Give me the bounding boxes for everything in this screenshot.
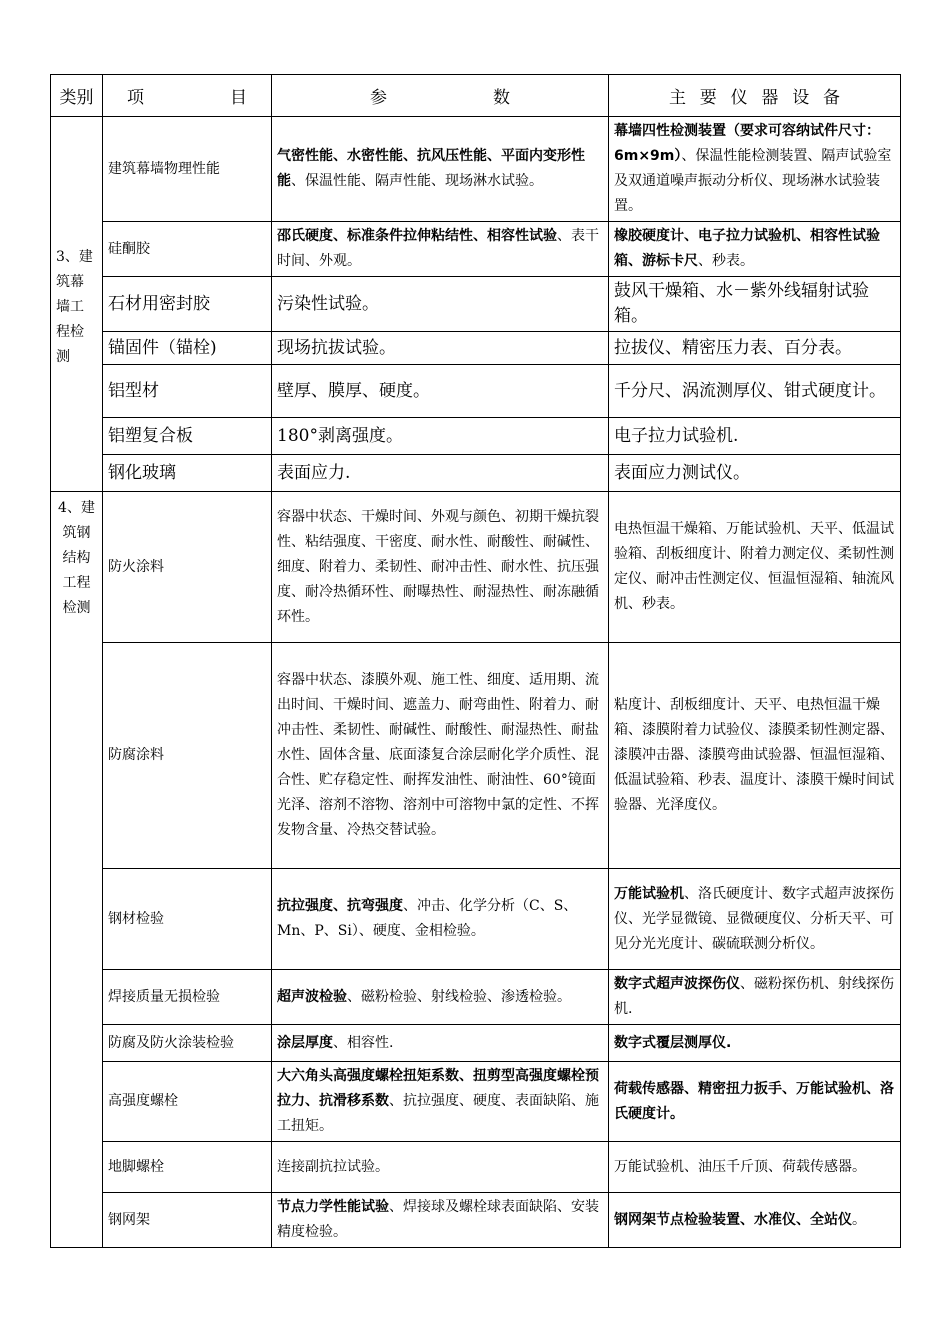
table-row [51, 277, 901, 332]
equipment-bold: 数字式超声波探伤仪 [614, 976, 740, 992]
param-cell [272, 869, 609, 970]
param-cell: 壁厚、膜厚、硬度。 [272, 365, 609, 418]
table-row [51, 332, 901, 365]
header-param: 参 数 [272, 75, 609, 117]
item-cell: 防腐及防火涂装检验 [103, 1025, 272, 1062]
param-text: 、保温性能、隔声性能、现场淋水试验。 [291, 173, 543, 189]
param-cell: 容器中状态、漆膜外观、施工性、细度、适用期、流出时间、干燥时间、遮盖力、耐弯曲性、附着力、耐冲击性、柔韧性、耐碱性、耐酸性、耐湿热性、耐盐水性、固体含量、底面漆复合涂层耐化学介质性、混合性、贮存稳定性、耐挥发油性、耐油性、60°镜面光泽、溶剂不溶物、溶剂中可溶物中氯的定性、不挥发物含量、冷热交替试验。 [272, 643, 609, 869]
item-cell: 铝塑复合板 [103, 418, 272, 455]
param-text: 、表干时间、外观。 [277, 228, 599, 269]
equipment-cell: 万能试验机、油压千斤顶、荷载传感器。 [609, 1142, 901, 1193]
table-row [51, 455, 901, 492]
param-bold: 超声波检验 [277, 988, 347, 1005]
table-row [51, 970, 901, 1025]
param-text: 、磁粉检验、射线检验、渗透检验。 [347, 988, 571, 1005]
item-cell: 铝型材 [103, 365, 272, 418]
param-bold: 抗拉强度、抗弯强度 [277, 898, 403, 914]
category-cell: 4、建筑钢结构工程检测 [51, 492, 103, 1248]
header-item: 项 目 [103, 75, 272, 117]
param-bold: 气密性能、水密性能、抗风压性能、平面内变形性能 [277, 148, 585, 189]
param-cell [272, 117, 609, 222]
equipment-cell: 粘度计、刮板细度计、天平、电热恒温干燥箱、漆膜附着力试验仪、漆膜柔韧性测定器、漆膜冲击器、漆膜弯曲试验器、恒温恒湿箱、低温试验箱、秒表、温度计、漆膜干燥时间试验器、光泽度仪。 [609, 643, 901, 869]
item-cell: 锚固件（锚栓) [103, 332, 272, 365]
param-bold: 大六角头高强度螺栓扭矩系数、扭剪型高强度螺栓预拉力、抗滑移系数 [277, 1068, 599, 1109]
item-cell: 高强度螺栓 [103, 1062, 272, 1142]
table-row [51, 1062, 901, 1142]
equipment-cell [609, 869, 901, 970]
param-cell: 表面应力. [272, 455, 609, 492]
equipment-text: 、洛氏硬度计、数字式超声波探伤仪、光学显微镜、显微硬度仪、分析天平、可见分光光度计、碳硫联测分析仪。 [614, 885, 894, 952]
table-header-row [51, 75, 901, 117]
item-cell: 焊接质量无损检验 [103, 970, 272, 1025]
param-cell: 污染性试验。 [272, 277, 609, 332]
header-category: 类别 [51, 75, 103, 117]
equipment-cell: 千分尺、涡流测厚仪、钳式硬度计。 [609, 365, 901, 418]
param-text: 、相容性. [333, 1034, 394, 1051]
equipment-bold: 橡胶硬度计、电子拉力试验机、相容性试验箱、游标卡尺 [614, 228, 880, 269]
param-cell: 现场抗拔试验。 [272, 332, 609, 365]
item-cell: 建筑幕墙物理性能 [103, 117, 272, 222]
table-row [51, 117, 901, 222]
equipment-cell: 拉拔仪、精密压力表、百分表。 [609, 332, 901, 365]
equipment-bold: 钢网架节点检验装置、水准仪、全站仪 [614, 1211, 852, 1228]
equipment-text: 。 [852, 1211, 866, 1228]
equipment-cell [609, 970, 901, 1025]
equipment-bold: 荷载传感器、精密扭力扳手、万能试验机、洛氏硬度计。 [614, 1080, 894, 1122]
equipment-cell: 表面应力测试仪。 [609, 455, 901, 492]
table-row [51, 1025, 901, 1062]
equipment-cell [609, 1025, 901, 1062]
category-cell: 3、建筑幕墙工程检测 [51, 117, 103, 492]
item-cell: 防火涂料 [103, 492, 272, 643]
param-bold: 节点力学性能试验 [277, 1199, 389, 1215]
equipment-cell [609, 117, 901, 222]
item-cell: 钢化玻璃 [103, 455, 272, 492]
item-cell: 钢材检验 [103, 869, 272, 970]
param-text: 、抗拉强度、硬度、表面缺陷、施工扭矩。 [277, 1093, 599, 1134]
header-equipment: 主 要 仪 器 设 备 [609, 75, 901, 117]
param-cell: 180°剥离强度。 [272, 418, 609, 455]
item-cell: 防腐涂料 [103, 643, 272, 869]
table-row [51, 222, 901, 277]
equipment-cell [609, 1193, 901, 1248]
table-row [51, 492, 901, 643]
equipment-cell [609, 222, 901, 277]
table-row [51, 643, 901, 869]
inspection-table [50, 74, 901, 1248]
param-cell [272, 970, 609, 1025]
item-cell: 硅酮胶 [103, 222, 272, 277]
equipment-bold: 数字式覆层测厚仪. [614, 1034, 732, 1051]
table-row [51, 418, 901, 455]
table-row [51, 1193, 901, 1248]
param-bold: 邵氏硬度、标准条件拉伸粘结性、相容性试验 [277, 228, 557, 244]
equipment-cell [609, 1062, 901, 1142]
param-bold: 涂层厚度 [277, 1034, 333, 1051]
equipment-cell: 鼓风干燥箱、水－紫外线辐射试验箱。 [609, 277, 901, 332]
table-row [51, 869, 901, 970]
table-row [51, 365, 901, 418]
param-cell [272, 1193, 609, 1248]
param-cell: 连接副抗拉试验。 [272, 1142, 609, 1193]
param-cell [272, 1062, 609, 1142]
param-cell [272, 1025, 609, 1062]
param-text: 、焊接球及螺栓球表面缺陷、安装精度检验。 [277, 1199, 599, 1240]
param-text: 、冲击、化学分析（C、S、Mn、P、Si）、硬度、金相检验。 [277, 898, 578, 939]
equipment-text: 、秒表。 [698, 253, 754, 269]
equipment-bold: 万能试验机 [614, 885, 684, 902]
param-cell: 容器中状态、干燥时间、外观与颜色、初期干燥抗裂性、粘结强度、干密度、耐水性、耐酸性、耐碱性、细度、附着力、柔韧性、耐冲击性、耐水性、抗压强度、耐冷热循环性、耐曝热性、耐湿热性、耐冻融循环性。 [272, 492, 609, 643]
item-cell: 石材用密封胶 [103, 277, 272, 332]
item-cell: 钢网架 [103, 1193, 272, 1248]
equipment-text: 、保温性能检测装置、隔声试验室及双通道噪声振动分析仪、现场淋水试验装置。 [614, 148, 892, 214]
table-row [51, 1142, 901, 1193]
equipment-bold: 幕墙四性检测装置（要求可容纳试件尺寸：6m×9m） [614, 123, 880, 164]
equipment-cell: 电子拉力试验机. [609, 418, 901, 455]
param-cell [272, 222, 609, 277]
equipment-text: 、磁粉探伤机、射线探伤机. [614, 976, 894, 1017]
item-cell: 地脚螺栓 [103, 1142, 272, 1193]
equipment-cell: 电热恒温干燥箱、万能试验机、天平、低温试验箱、刮板细度计、附着力测定仪、柔韧性测定仪、耐冲击性测定仪、恒温恒湿箱、轴流风机、秒表。 [609, 492, 901, 643]
